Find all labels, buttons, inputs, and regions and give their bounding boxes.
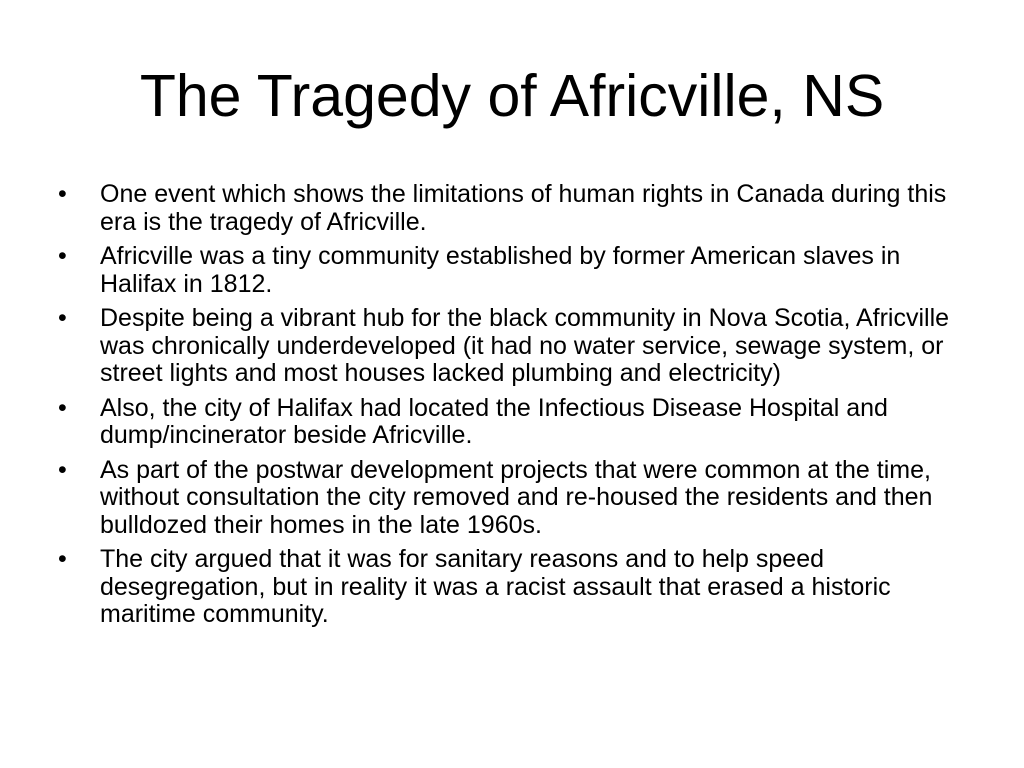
- bullet-item: [58, 181, 968, 236]
- bullet-icon: •: [58, 304, 67, 332]
- bullet-icon: •: [58, 180, 67, 208]
- bullet-item: [58, 395, 968, 450]
- bullet-icon: •: [58, 455, 67, 484]
- bullet-text: One event which shows the limitations of human rights in Canada during this era is the tragedy of Africville.: [100, 180, 947, 236]
- bullet-text: Also, the city of Halifax had located the Infectious Disease Hospital and dump/incinerator beside Africville.: [100, 393, 888, 449]
- bullet-item: [58, 457, 968, 540]
- bullet-text: The city argued that it was for sanitary reasons and to help speed desegregation, but in reality it was a racist assault that erased a historic maritime community.: [100, 545, 891, 628]
- bullet-list: [58, 181, 968, 636]
- bullet-item: [58, 546, 968, 629]
- bullet-icon: •: [58, 242, 67, 270]
- slide-title: The Tragedy of Africville, NS: [139, 63, 885, 129]
- bullet-text: As part of the postwar development projects that were common at the time, without consultation the city removed and re-housed the residents and then bulldozed their homes in the late 1960s.: [100, 455, 933, 539]
- bullet-text: Africville was a tiny community established by former American slaves in Halifax in 1812.: [100, 242, 901, 298]
- bullet-icon: •: [58, 393, 67, 422]
- bullet-item: [58, 243, 968, 298]
- bullet-item: [58, 305, 968, 388]
- bullet-icon: •: [58, 545, 67, 573]
- bullet-text: Despite being a vibrant hub for the black community in Nova Scotia, Africville was chronically underdeveloped (it had no water service, sewage system, or street lights and most houses lacked plumbing and electricity): [100, 304, 950, 387]
